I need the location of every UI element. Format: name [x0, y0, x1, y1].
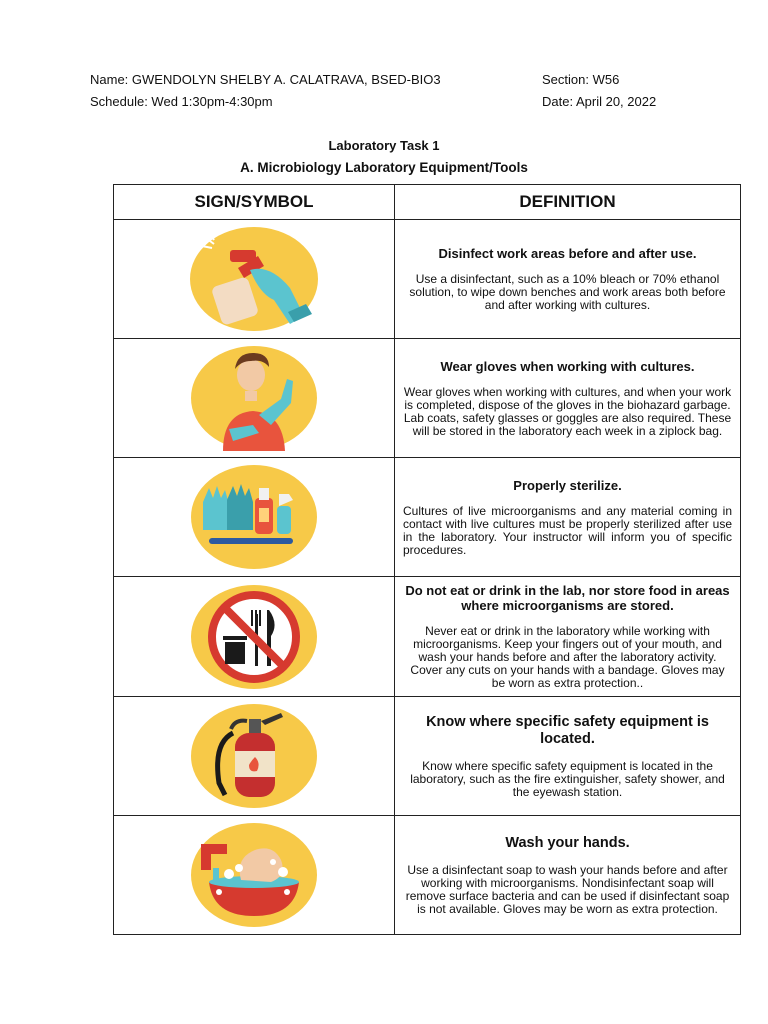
- fire-extinguisher-icon: [189, 703, 319, 809]
- sign-cell: [114, 577, 395, 697]
- table-row: [114, 577, 741, 697]
- sign-cell: [114, 816, 395, 935]
- rule-body: Cultures of live microorganisms and any material coming in contact with live cultures must be properly sterilized after use in the laboratory. Your instructor will inform you of specific procedures.: [403, 503, 732, 557]
- table-row: [114, 697, 741, 816]
- hand-washing-icon: [189, 822, 319, 928]
- rule-heading: Know where specific safety equipment is located.: [426, 713, 709, 747]
- rule-heading: Do not eat or drink in the lab, nor store food in areas where microorganisms are stored.: [405, 583, 730, 613]
- sign-cell: [114, 339, 395, 458]
- sterilize-supplies-icon: [189, 464, 319, 570]
- gloves-wearing-icon: [189, 345, 319, 451]
- rule-body: Wear gloves when working with cultures, and when your work is completed, dispose of the gloves in the biohazard garbage. Lab coats, safety glasses or goggles are also required. These will be stored in the laboratory each week in a ziplock bag.: [403, 384, 732, 438]
- sign-cell: [114, 458, 395, 577]
- rule-body: Use a disinfectant, such as a 10% bleach or 70% ethanol solution, to wipe down benches and work areas both before and after working with cultures.: [409, 272, 726, 312]
- definition-cell: [395, 339, 741, 458]
- no-eating-drinking-icon: [189, 584, 319, 690]
- column-header-sign: SIGN/SYMBOL: [114, 185, 395, 220]
- rule-body: Never eat or drink in the laboratory while working with microorganisms. Keep your fingers out of your mouth, and wash your hands before and after the laboratory activity. Cover any cuts on your hands with a bandage. Gloves may be worn as extra protection..: [410, 624, 725, 690]
- table-header-row: [114, 185, 741, 220]
- sign-cell: [114, 697, 395, 816]
- sign-cell: [114, 220, 395, 339]
- rule-heading: Wear gloves when working with cultures.: [440, 358, 695, 374]
- definition-cell: [395, 577, 741, 697]
- date-label: Date: April 20, 2022: [542, 94, 657, 109]
- table-row: [114, 458, 741, 577]
- column-header-definition: DEFINITION: [395, 185, 741, 220]
- definition-cell: [395, 458, 741, 577]
- task-title: Laboratory Task 1: [328, 138, 440, 153]
- rule-body: Know where specific safety equipment is located in the laboratory, such as the fire extinguisher, safety shower, and the eyewash station.: [410, 758, 725, 799]
- table-row: [114, 816, 741, 935]
- section-label: Section: W56: [542, 72, 620, 87]
- definition-cell: [395, 816, 741, 935]
- table-row: [114, 339, 741, 458]
- student-name: Name: GWENDOLYN SHELBY A. CALATRAVA, BSED-BIO3: [90, 72, 441, 87]
- safety-rules-table: [113, 184, 741, 935]
- schedule-label: Schedule: Wed 1:30pm-4:30pm: [90, 94, 273, 109]
- table-row: [114, 220, 741, 339]
- rule-heading: Wash your hands.: [505, 834, 630, 851]
- section-subtitle: A. Microbiology Laboratory Equipment/Tools: [240, 160, 528, 175]
- rule-heading: Disinfect work areas before and after use.: [438, 246, 697, 261]
- rule-heading: Properly sterilize.: [513, 477, 622, 493]
- definition-cell: [395, 697, 741, 816]
- rule-body: Use a disinfectant soap to wash your hands before and after working with microorganisms. Nondisinfectant soap will remove surface bacteria and can be used if disinfectant soap is not available. Gloves may be worn as extra protection.: [405, 862, 730, 916]
- disinfect-spray-icon: [188, 226, 320, 332]
- definition-cell: [395, 220, 741, 339]
